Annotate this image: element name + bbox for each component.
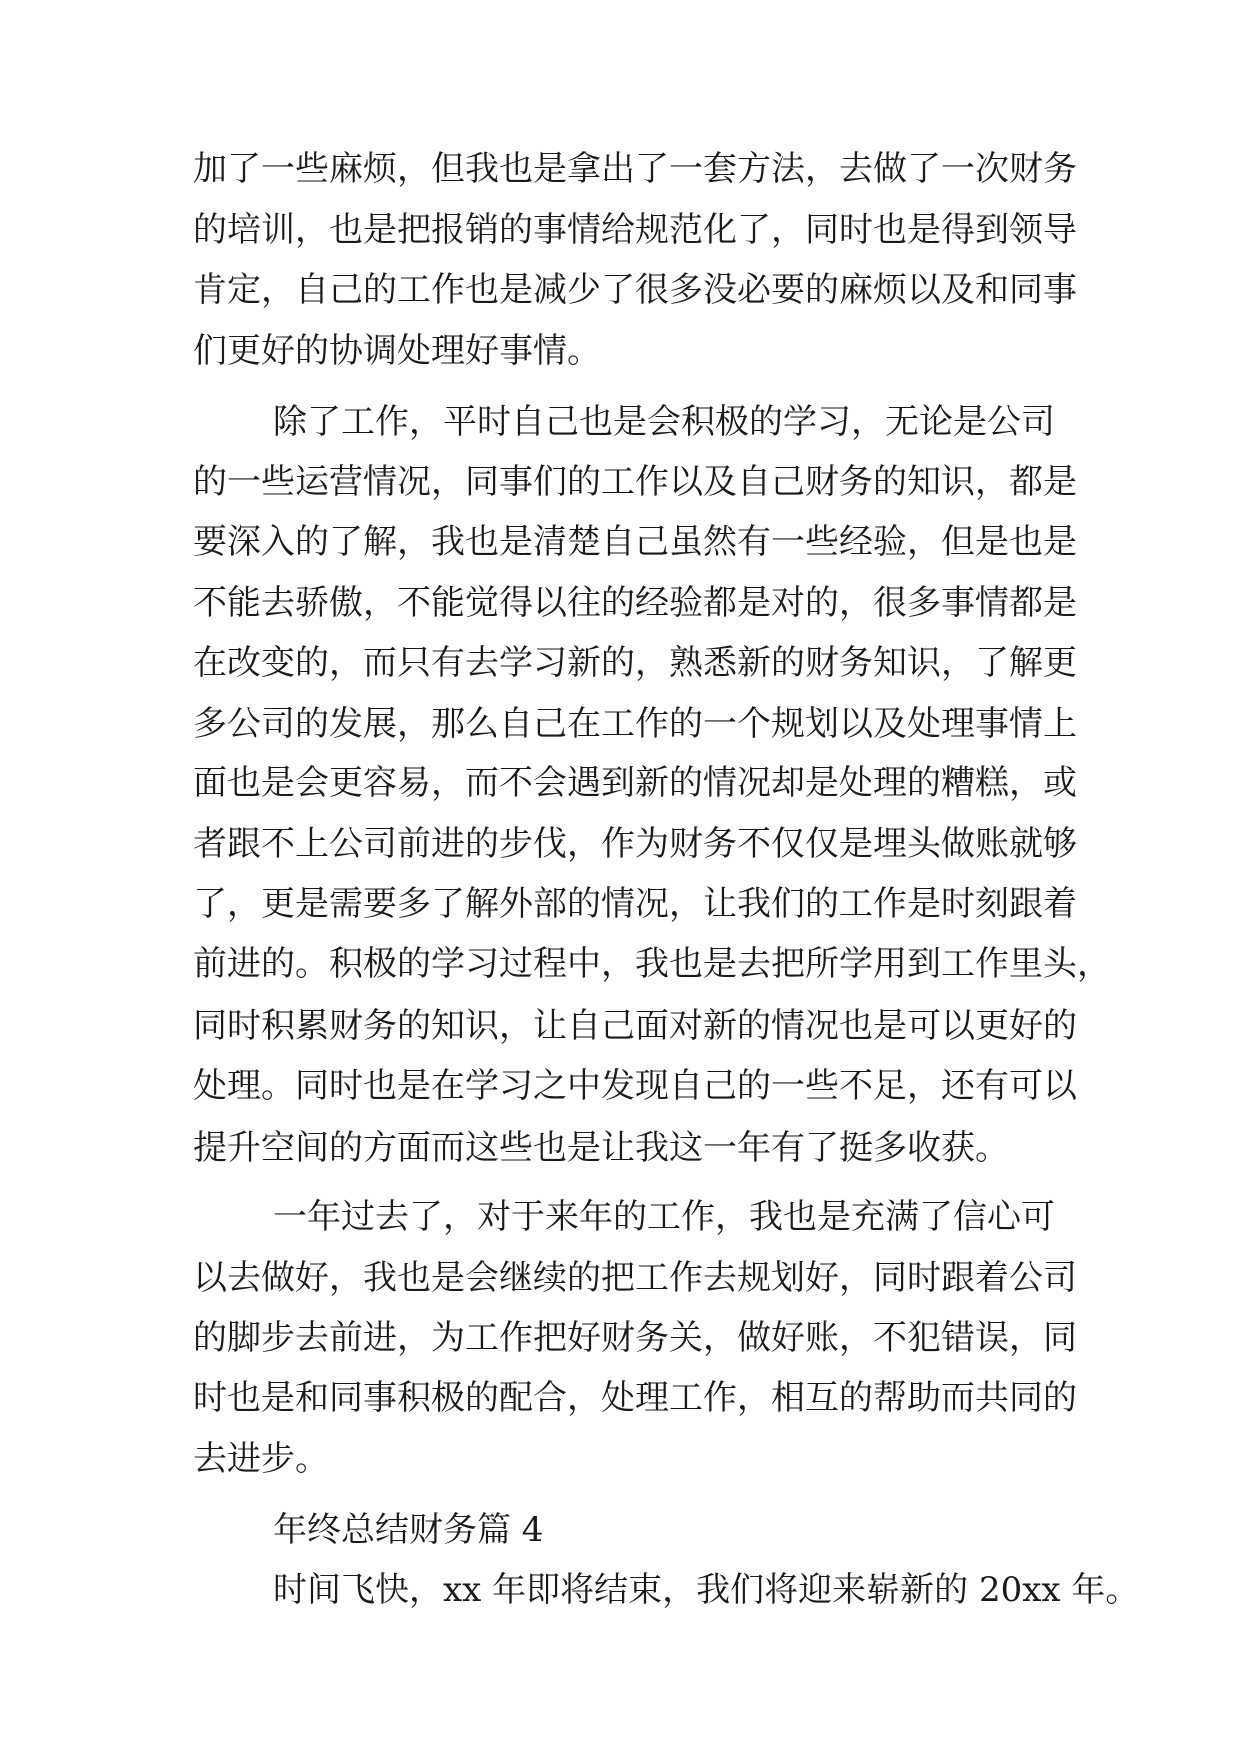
text-line: 去进步。 [193, 1439, 329, 1479]
paragraph-first-line: 一年过去了，对于来年的工作，我也是充满了信心可 [273, 1197, 1055, 1237]
text-line: 不能去骄傲，不能觉得以往的经验都是对的，很多事情都是 [193, 583, 1077, 623]
text-line: 时也是和同事积极的配合，处理工作，相互的帮助而共同的 [193, 1378, 1077, 1418]
text-line: 的一些运营情况，同事们的工作以及自己财务的知识，都是 [193, 462, 1077, 502]
text-line: 肯定，自己的工作也是减少了很多没必要的麻烦以及和同事 [193, 270, 1077, 310]
text-line: 提升空间的方面而这些也是让我这一年有了挺多收获。 [193, 1128, 1009, 1168]
text-line: 前进的。积极的学习过程中，我也是去把所学用到工作里头， [193, 944, 1111, 984]
text-line: 者跟不上公司前进的步伐，作为财务不仅仅是埋头做账就够 [193, 824, 1077, 864]
text-line: 以去做好，我也是会继续的把工作去规划好，同时跟着公司 [193, 1258, 1077, 1298]
text-line: 多公司的发展，那么自己在工作的一个规划以及处理事情上 [193, 704, 1077, 744]
text-line: 加了一些麻烦，但我也是拿出了一套方法，去做了一次财务 [193, 149, 1077, 189]
text-line: 的培训，也是把报销的事情给规范化了，同时也是得到领导 [193, 210, 1077, 250]
text-line: 面也是会更容易，而不会遇到新的情况却是处理的糟糕，或 [193, 763, 1077, 803]
section-heading: 年终总结财务篇 4 [273, 1510, 544, 1550]
text-line: 的脚步去前进，为工作把好财务关，做好账，不犯错误，同 [193, 1318, 1077, 1358]
text-line: 处理。同时也是在学习之中发现自己的一些不足，还有可以 [193, 1066, 1077, 1106]
paragraph-first-line: 除了工作，平时自己也是会积极的学习，无论是公司 [273, 402, 1055, 442]
text-line: 了，更是需要多了解外部的情况，让我们的工作是时刻跟着 [193, 884, 1077, 924]
paragraph-first-line: 时间飞快，xx 年即将结束，我们将迎来崭新的 20xx 年。 [273, 1570, 1140, 1610]
text-line: 同时积累财务的知识，让自己面对新的情况也是可以更好的 [193, 1006, 1077, 1046]
text-line: 在改变的，而只有去学习新的，熟悉新的财务知识，了解更 [193, 643, 1077, 683]
text-line: 要深入的了解，我也是清楚自己虽然有一些经验，但是也是 [193, 522, 1077, 562]
text-line: 们更好的协调处理好事情。 [193, 331, 601, 371]
